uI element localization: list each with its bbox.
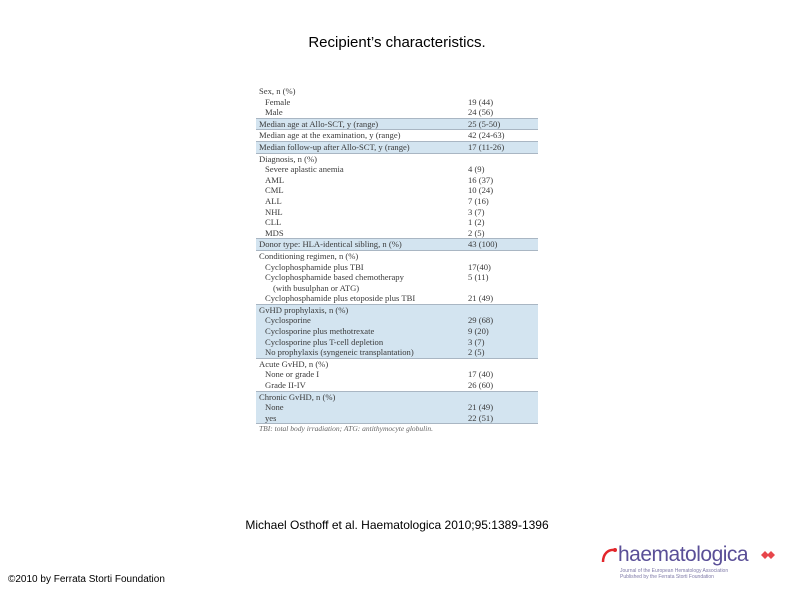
table-group-acute-gvhd	[256, 359, 538, 392]
table-group-chronic-gvhd	[256, 392, 538, 425]
table-row	[256, 142, 538, 153]
row-header: Acute GvHD, n (%)	[259, 358, 329, 369]
row-label: AML	[265, 174, 285, 185]
row-label: Severe aplastic anemia	[265, 164, 344, 175]
table-row	[256, 175, 538, 186]
table-row	[256, 326, 538, 337]
row-label: Cyclophosphamide plus TBI	[265, 261, 364, 272]
row-label: Cyclophosphamide based chemotherapy	[265, 272, 404, 283]
haematologica-logo	[600, 543, 780, 583]
row-value: 25 (5-50)	[468, 118, 501, 129]
row-label: Cyclosporine	[265, 315, 311, 326]
row-header: Chronic GvHD, n (%)	[259, 391, 336, 402]
table-group-diagnosis	[256, 154, 538, 240]
table-footnote: TBI: total body irradiation; ATG: antithymocyte globulin.	[259, 424, 433, 434]
logo-tagline-line1: Journal of the European Hematology Association	[620, 568, 729, 574]
row-label: None	[265, 402, 284, 413]
table-row	[256, 217, 538, 228]
row-header: Sex, n (%)	[259, 86, 296, 96]
row-value: 7 (16)	[468, 195, 489, 206]
row-label: Cyclosporine plus methotrexate	[265, 326, 375, 337]
table-group-median-exam	[256, 130, 538, 142]
table-row	[256, 130, 538, 141]
row-value: 3 (7)	[468, 336, 485, 347]
row-value: 17 (11-26)	[468, 141, 505, 152]
table-group-median-follow-up	[256, 142, 538, 154]
row-value: 2 (5)	[468, 227, 485, 238]
row-value: 29 (68)	[468, 315, 494, 326]
table-row	[256, 380, 538, 391]
table-row	[256, 107, 538, 118]
row-header: Diagnosis, n (%)	[259, 153, 317, 164]
row-label: Cyclophosphamide plus etoposide plus TBI	[265, 293, 416, 304]
row-value: 2 (5)	[468, 347, 485, 358]
table-row	[256, 402, 538, 413]
row-label: Male	[265, 107, 283, 118]
row-value: 3 (7)	[468, 206, 485, 217]
table-row	[256, 359, 538, 370]
table-row	[256, 369, 538, 380]
row-header: Conditioning regimen, n (%)	[259, 250, 359, 261]
row-label: Median age at Allo-SCT, y (range)	[259, 118, 379, 129]
table-row	[256, 293, 538, 304]
table-row	[256, 305, 538, 316]
table-group-conditioning	[256, 251, 538, 305]
row-value: 5 (11)	[468, 272, 489, 283]
emblem-icon	[760, 549, 776, 561]
row-label: Median follow-up after Allo-SCT, y (range)	[259, 141, 410, 152]
citation: Michael Osthoff et al. Haematologica 2010;95:1389-1396	[245, 518, 549, 532]
table-row	[256, 86, 538, 97]
table-group-median-age	[256, 119, 538, 131]
row-label: CML	[265, 185, 284, 196]
row-label: NHL	[265, 206, 283, 217]
logo-mark-icon	[600, 546, 620, 566]
table-row	[256, 228, 538, 239]
slide-title: Recipient’s characteristics.	[308, 34, 486, 51]
row-label: Donor type: HLA-identical sibling, n (%)	[259, 239, 402, 250]
table-row	[256, 413, 538, 424]
row-value: 1 (2)	[468, 217, 485, 228]
table-row	[256, 283, 538, 294]
row-value: 42 (24-63)	[468, 130, 505, 141]
row-value: 10 (24)	[468, 185, 494, 196]
row-value: 17 (40)	[468, 369, 494, 380]
table-row	[256, 207, 538, 218]
table-row	[256, 97, 538, 108]
row-value: 24 (56)	[468, 107, 494, 118]
row-value: 26 (60)	[468, 380, 494, 391]
table-row	[256, 272, 538, 283]
table-row	[256, 239, 538, 250]
table-row	[256, 392, 538, 403]
logo-tagline	[620, 568, 728, 580]
row-label: Grade II-IV	[265, 380, 306, 391]
row-label: (with busulphan or ATG)	[273, 282, 360, 293]
table-group-sex	[256, 86, 538, 119]
row-label: CLL	[265, 217, 282, 228]
characteristics-table	[256, 86, 538, 506]
row-label: No prophylaxis (syngeneic transplantation)	[265, 347, 414, 358]
table-row	[256, 185, 538, 196]
row-label: None or grade I	[265, 369, 320, 380]
row-value: 19 (44)	[468, 96, 494, 107]
row-label: Median age at the examination, y (range)	[259, 130, 401, 141]
row-value: 43 (100)	[468, 239, 498, 250]
row-label: Cyclosporine plus T-cell depletion	[265, 336, 384, 347]
row-value: 17(40)	[468, 261, 491, 272]
table-row	[256, 154, 538, 165]
table-row	[256, 196, 538, 207]
row-label: Female	[265, 96, 291, 107]
row-value: 22 (51)	[468, 412, 494, 423]
table-row	[256, 262, 538, 273]
logo-name: haematologica	[618, 543, 749, 566]
row-label: MDS	[265, 227, 284, 238]
logo-tagline-line2: Published by the Ferrata Storti Foundation	[620, 574, 714, 580]
row-label: ALL	[265, 195, 282, 206]
table-row	[256, 119, 538, 130]
row-value: 16 (37)	[468, 174, 494, 185]
row-header: GvHD prophylaxis, n (%)	[259, 304, 349, 315]
table-row	[256, 337, 538, 348]
row-value: 4 (9)	[468, 164, 485, 175]
table-row	[256, 164, 538, 175]
copyright: ©2010 by Ferrata Storti Foundation	[8, 574, 165, 585]
table-row	[256, 315, 538, 326]
table-group-donor	[256, 239, 538, 251]
row-value: 9 (20)	[468, 326, 489, 337]
row-value: 21 (49)	[468, 402, 494, 413]
row-label: yes	[265, 412, 277, 423]
table-group-gvhd-prophylaxis	[256, 305, 538, 359]
table-row	[256, 251, 538, 262]
table-row	[256, 347, 538, 358]
row-value: 21 (49)	[468, 293, 494, 304]
